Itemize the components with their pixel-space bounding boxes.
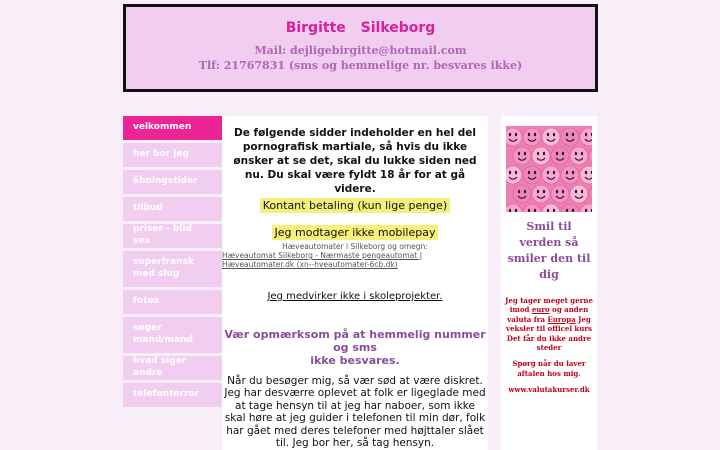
smiley-face bbox=[532, 185, 550, 203]
smiley-faces-icon bbox=[506, 126, 592, 212]
smiley-face bbox=[523, 128, 541, 146]
valutakurser-link[interactable]: www.valutakurser.dk bbox=[508, 385, 590, 395]
main-content bbox=[222, 116, 488, 450]
currency-mid: og anden valuta fra bbox=[507, 305, 589, 324]
smiley-face bbox=[561, 166, 579, 184]
mobilepay-note bbox=[222, 221, 488, 240]
smiley-face bbox=[542, 128, 560, 146]
smiley-face bbox=[506, 204, 522, 212]
smiley-face bbox=[580, 128, 592, 146]
currency-euro: euro bbox=[531, 305, 550, 315]
site-title: Birgitte Silkeborg bbox=[285, 20, 436, 36]
nav-item-fotos[interactable]: fotos bbox=[123, 290, 222, 314]
smiley-face bbox=[542, 166, 560, 184]
smiley-face bbox=[513, 147, 531, 165]
smiley-image bbox=[506, 126, 592, 212]
age-warning: De følgende sidder indeholder en hel del pornografisk martiale, så hvis du ikke ønsker at se det, skal du lukke siden ned nu. Du skal være fyldt 18 år for at gå videre. bbox=[233, 127, 477, 195]
discretion-note: Når du besøger mig, så vær sød at være diskret. Jeg har desværre oplevet at folk er ligeglade med at tage hensyn til at jeg har naboer, som ikke skal høre at jeg guider i telefonen til min dør, folk har gået med deres telefoner med højttaler slået til. Jeg bor her, så tag hensyn. bbox=[224, 375, 486, 450]
contact-mail: Mail: dejligebirgitte@hotmail.com bbox=[254, 44, 467, 57]
smiley-face bbox=[580, 166, 592, 184]
smiley-face bbox=[589, 147, 592, 165]
slogan: Smil til verden så smiler den til dig bbox=[507, 220, 591, 281]
cash-payment-note bbox=[222, 194, 488, 213]
nav-item-soger[interactable]: søger mand/mand bbox=[123, 317, 222, 353]
cash-payment-text: Kontant betaling (kun lige penge) bbox=[260, 198, 450, 213]
smiley-face bbox=[523, 166, 541, 184]
smiley-face bbox=[570, 185, 588, 203]
smiley-face bbox=[506, 166, 522, 184]
atm-block bbox=[222, 242, 488, 269]
nav-item-telefonterror[interactable]: telefonterror bbox=[123, 383, 222, 407]
currency-ask: Spørg når du laver aftalen hos mig. bbox=[512, 359, 586, 378]
atm-link[interactable]: Hæveautomat Silkeborg - Nærmaste pengeautomat | bbox=[222, 251, 423, 260]
smiley-face bbox=[580, 204, 592, 212]
smiley-face bbox=[506, 128, 522, 146]
currency-block bbox=[504, 296, 594, 395]
currency-text bbox=[504, 296, 594, 352]
nav-item-velkommen[interactable]: velkommen bbox=[123, 116, 222, 140]
nav-item-abningstider[interactable]: åbningstider bbox=[123, 170, 222, 194]
smiley-face bbox=[542, 204, 560, 212]
notice-line-1: Vær opmærksom på at hemmelig nummer og sms bbox=[224, 328, 486, 354]
smiley-face bbox=[551, 185, 569, 203]
currency-pre: Jeg tager meget gerne imod bbox=[505, 296, 593, 315]
smiley-face bbox=[570, 147, 588, 165]
nav-item-hvad-siger-andre[interactable]: hvad siger andre bbox=[123, 356, 222, 380]
smiley-face bbox=[561, 128, 579, 146]
nav-item-her-bor-jeg[interactable]: her bor jeg bbox=[123, 143, 222, 167]
right-panel bbox=[501, 116, 597, 450]
atm-link-domain[interactable]: Hæveautomater.dk (xn--hveautomater-6cb.dk) bbox=[222, 260, 398, 269]
currency-post: Jeg veksler til officel kurs Det får du ikke andre steder bbox=[506, 314, 592, 353]
atm-heading: Hæveautomater i Silkeborg og omegn: bbox=[282, 242, 428, 251]
sidebar-nav bbox=[123, 116, 222, 410]
contact-phone: Tlf: 21767831 (sms og hemmelige nr. besvares ikke) bbox=[198, 59, 523, 72]
nav-item-tilbud[interactable]: tilbud bbox=[123, 197, 222, 221]
school-project-note: Jeg medvirker ikke i skoleprojekter. bbox=[267, 291, 443, 302]
nav-item-priser[interactable]: priser - blid sex bbox=[123, 224, 222, 248]
mobilepay-text: Jeg modtager ikke mobilepay bbox=[272, 225, 439, 240]
smiley-face bbox=[513, 185, 531, 203]
notice-line-2: ikke besvares. bbox=[310, 354, 400, 367]
smiley-face bbox=[532, 147, 550, 165]
smiley-face bbox=[551, 147, 569, 165]
currency-europa: Europa bbox=[547, 314, 576, 324]
smiley-face bbox=[589, 185, 592, 203]
smiley-face bbox=[561, 204, 579, 212]
smiley-face bbox=[523, 204, 541, 212]
secret-number-notice bbox=[224, 328, 486, 367]
nav-item-superfransk[interactable]: superfransk med slug bbox=[123, 251, 222, 287]
site-header bbox=[123, 4, 598, 92]
